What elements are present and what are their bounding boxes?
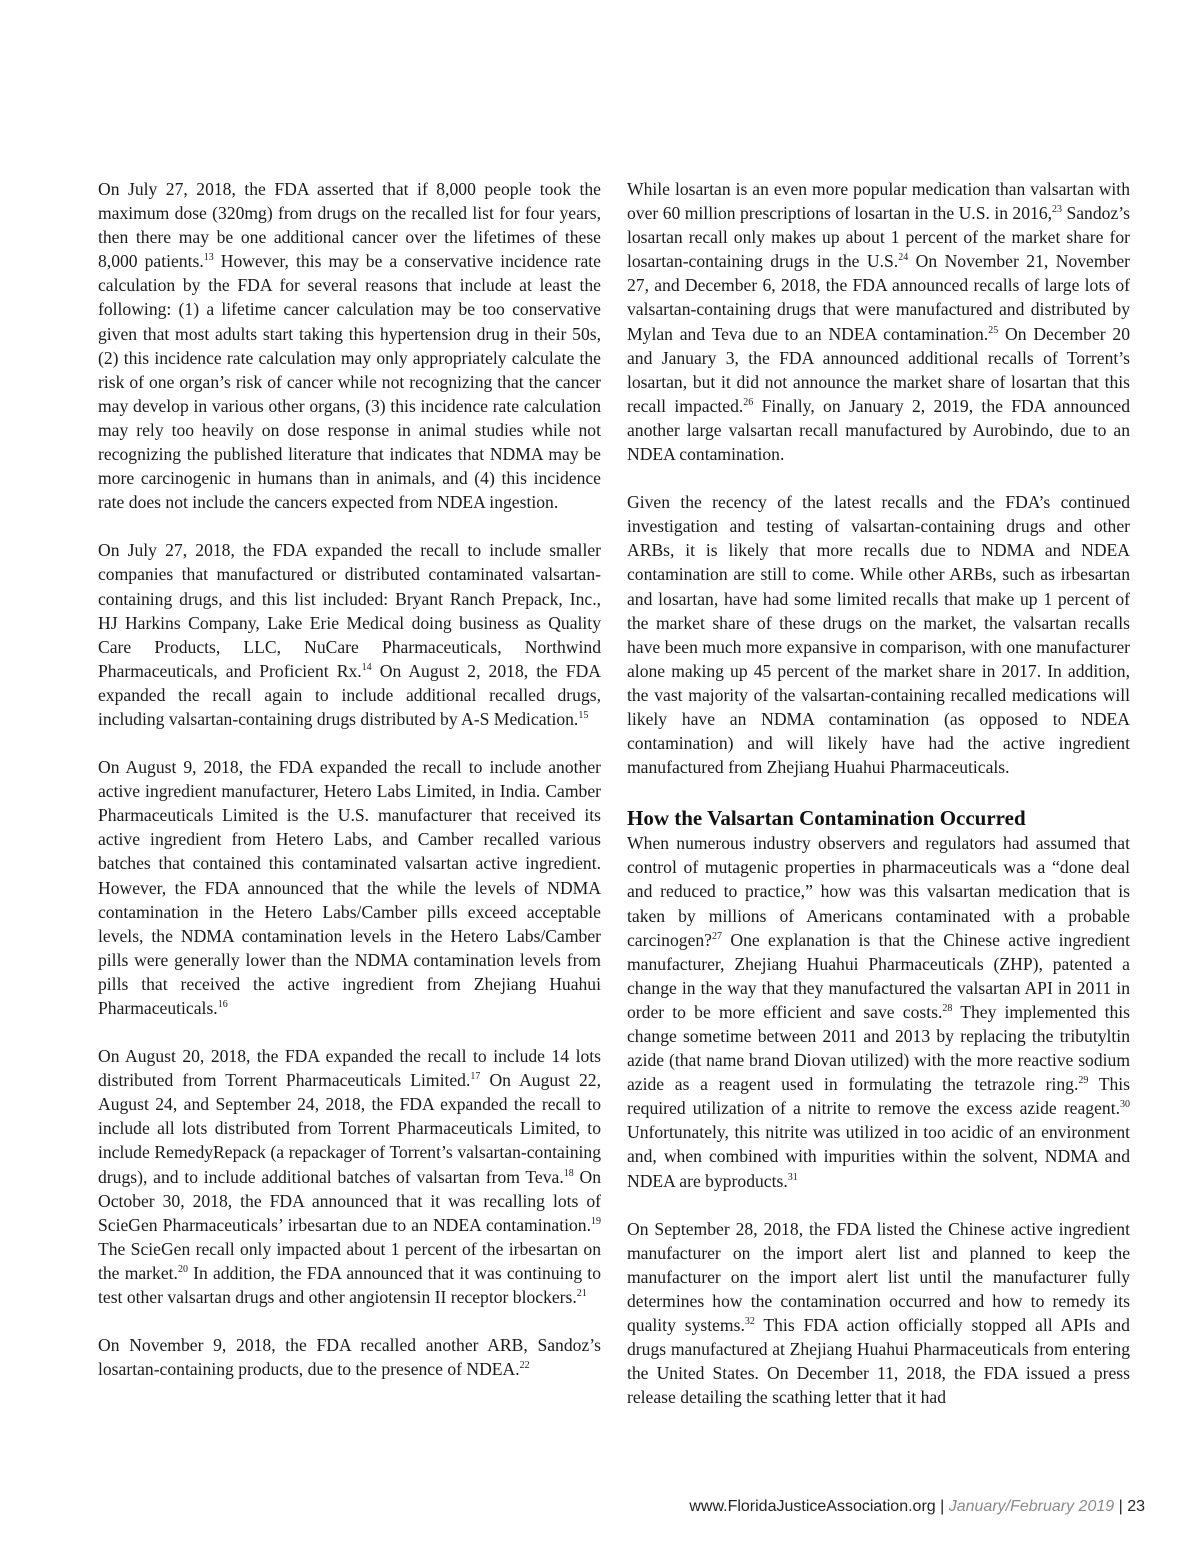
footnote-ref: 31 <box>787 1171 798 1183</box>
text-run: On August 9, 2018, the FDA expanded the recall to include another active ingredient manufacturer, Hetero Labs Limited, in India. Camber Pharmaceuticals Limited is the U.S. manufacturer that received its active ingredient from Hetero Labs, and Camber recalled various batches that contained this contaminated valsartan active ingredient. However, the FDA announced that the while the levels of NDMA contamination in the Hetero Labs/Camber pills exceed acceptable levels, the NDMA contamination levels in the Hetero Labs/Camber pills were generally lower than the NDMA contamination levels from pills that received the active ingredient from Zhejiang Huahui Pharmaceuticals. <box>98 757 601 1018</box>
footnote-ref: 24 <box>898 252 909 264</box>
footer-website: www.FloridaJusticeAssociation.org <box>689 1498 936 1515</box>
text-run: Finally, on January 2, 2019, the FDA announced another large valsartan recall manufactured by Aurobindo, due to an NDEA contamination. <box>627 395 1131 465</box>
text-run: Unfortunately, this nitrite was utilized in too acidic of an environment and, when combined with impurities within the solvent, NDMA and NDEA are byproducts. <box>627 1122 1130 1191</box>
text-run: The ScieGen recall only impacted about 1 percent of the irbesartan on the market. <box>98 1238 601 1283</box>
footnote-ref: 27 <box>711 930 722 942</box>
text-run: While losartan is an even more popular medication than valsartan with over 60 million prescriptions of losartan in the U.S. in 2016, <box>627 179 1130 224</box>
page-footer <box>630 1498 1145 1516</box>
footnote-ref: 14 <box>361 661 372 673</box>
footnote-ref: 26 <box>743 396 754 408</box>
text-run: On August 22, August 24, and September 24, 2018, the FDA expanded the recall to include all lots distributed from Torrent Pharmaceuticals Limited, to include RemedyRepack (a repackager of Torrent’s valsartan-containing drugs), and to include additional batches of valsartan from Teva. <box>98 1070 601 1187</box>
footnote-ref: 21 <box>576 1288 587 1300</box>
text-run: Sandoz’s losartan recall only makes up about 1 percent of the market share for losartan-containing drugs in the U.S. <box>627 203 1130 272</box>
footnote-ref: 29 <box>1078 1075 1089 1087</box>
text-run: However, this may be a conservative incidence rate calculation by the FDA for several reasons that include at least the following: (1) a lifetime cancer calculation may be too conservative given that most adults start taking this hypertension drug in their 50s, (2) this incidence rate calculation may only appropriately calculate the risk of one organ’s risk of cancer while not recognizing that the cancer may develop in various other organs, (3) this incidence rate calculation may rely too heavily on dose response in animal studies while not recognizing the published literature that indicates that NDMA may be more carcinogenic in humans than in animals, and (4) this incidence rate does not include the cancers expected from NDEA ingestion. <box>98 251 601 513</box>
text-run: They implemented this change sometime between 2011 and 2013 by replacing the tributyltin azide (that name brand Diovan utilized) with the more reactive sodium azide as a reagent used in formulating the tetrazole ring. <box>627 1001 1130 1095</box>
footer-separator: | <box>935 1498 949 1515</box>
text-run: On July 27, 2018, the FDA expanded the recall to include smaller companies that manufactured or distributed contaminated valsartan-containing drugs, and this list included: Bryant Ranch Prepack, Inc., HJ Harkins Company, Lake Erie Medical doing business as Quality Care Products, LLC, NuCare Pharmaceuticals, Northwind Pharmaceuticals, and Proficient Rx. <box>98 540 601 681</box>
text-run: Given the recency of the latest recalls and the FDA’s continued investigation and testing of valsartan-containing drugs and other ARBs, it is likely that more recalls due to NDMA and NDEA contamination are still to come. While other ARBs, such as irbesartan and losartan, have had some limited recalls that make up 1 percent of the market share of these drugs on the market, the valsartan recalls have been much more expansive in comparison, with one manufacturer alone making up 45 percent of the market share in 2017. In addition, the vast majority of the valsartan-containing recalled medications will likely have an NDMA contamination (as opposed to NDEA contamination) and will likely have had the active ingredient manufactured from Zhejiang Huahui Pharmaceuticals. <box>627 492 1130 778</box>
text-run: On July 27, 2018, the FDA asserted that if 8,000 people took the maximum dose (320mg) from drugs on the recalled list for four years, then there may be one additional cancer over the lifetimes of these 8,000 patients. <box>98 179 601 272</box>
right-column <box>627 177 1130 1409</box>
text-run: On November 21, November 27, and December 6, 2018, the FDA announced recalls of large lots of valsartan-containing drugs that were manufactured and distributed by Mylan and Teva due to an NDEA contamination. <box>627 251 1130 344</box>
text-run: In addition, the FDA announced that it was continuing to test other valsartan drugs and other angiotensin II receptor blockers. <box>98 1262 601 1308</box>
text-run: When numerous industry observers and regulators had assumed that control of mutagenic properties in pharmaceuticals was a “done deal and reduced to practice,” how was this valsartan medication that is taken by millions of Americans contaminated with a probable carcinogen? <box>627 833 1130 950</box>
paragraph <box>98 1044 601 1309</box>
footer-issue-date: January/February 2019 <box>948 1498 1115 1515</box>
footnote-ref: 23 <box>1052 204 1063 216</box>
paragraph <box>98 177 601 514</box>
text-run: On August 2, 2018, the FDA expanded the recall again to include additional recalled drugs, including valsartan-containing drugs distributed by A-S Medication. <box>98 660 601 729</box>
footer-separator: | <box>1114 1498 1128 1515</box>
footnote-ref: 32 <box>744 1316 755 1328</box>
paragraph <box>627 831 1130 1192</box>
footnote-ref: 13 <box>203 252 214 264</box>
footnote-ref: 17 <box>470 1071 481 1083</box>
text-run: On August 20, 2018, the FDA expanded the recall to include 14 lots distributed from Torrent Pharmaceuticals Limited. <box>98 1046 601 1091</box>
text-run: On September 28, 2018, the FDA listed the Chinese active ingredient manufacturer on the import alert list and planned to keep the manufacturer on the import alert list until the manufacturer fully determines how the contamination occurred and how to remedy its quality systems. <box>627 1218 1130 1336</box>
text-run: On November 9, 2018, the FDA recalled another ARB, Sandoz’s losartan-containing products, due to the presence of NDEA. <box>98 1335 601 1380</box>
paragraph <box>98 538 601 731</box>
text-run: One explanation is that the Chinese active ingredient manufacturer, Zhejiang Huahui Pharmaceuticals (ZHP), patented a change in the way that they manufactured the valsartan API in 2011 in order to be more efficient and save costs. <box>627 929 1130 1022</box>
footnote-ref: 30 <box>1120 1099 1130 1111</box>
paragraph <box>627 1217 1130 1410</box>
page-number: 23 <box>1127 1498 1145 1515</box>
footnote-ref: 22 <box>519 1360 530 1372</box>
footnote-ref: 16 <box>217 999 228 1010</box>
footnote-ref: 20 <box>177 1263 188 1275</box>
paragraph <box>627 490 1130 779</box>
footnote-ref: 15 <box>578 709 589 721</box>
footnote-ref: 18 <box>563 1167 574 1179</box>
left-column <box>98 177 601 1381</box>
paragraph <box>98 1333 601 1381</box>
text-run: On October 30, 2018, the FDA announced that it was recalling lots of ScieGen Pharmaceuticals’ irbesartan due to an NDEA contamination. <box>98 1166 601 1235</box>
paragraph <box>98 755 601 1020</box>
section-heading: How the Valsartan Contamination Occurred <box>627 806 1026 831</box>
paragraph <box>627 177 1130 466</box>
text-run: This FDA action officially stopped all APIs and drugs manufactured at Zhejiang Huahui Pharmaceuticals from entering the United States. On December 11, 2018, the FDA issued a press release detailing the scathing letter that it had <box>627 1315 1130 1408</box>
footnote-ref: 25 <box>988 324 999 336</box>
text-run: On December 20 and January 3, the FDA announced additional recalls of Torrent’s losartan, but it did not announce the market share of losartan that this recall impacted. <box>627 323 1131 416</box>
footnote-ref: 28 <box>942 1002 953 1014</box>
text-run: This required utilization of a nitrite to remove the excess azide reagent. <box>627 1074 1131 1119</box>
footnote-ref: 19 <box>591 1215 601 1227</box>
